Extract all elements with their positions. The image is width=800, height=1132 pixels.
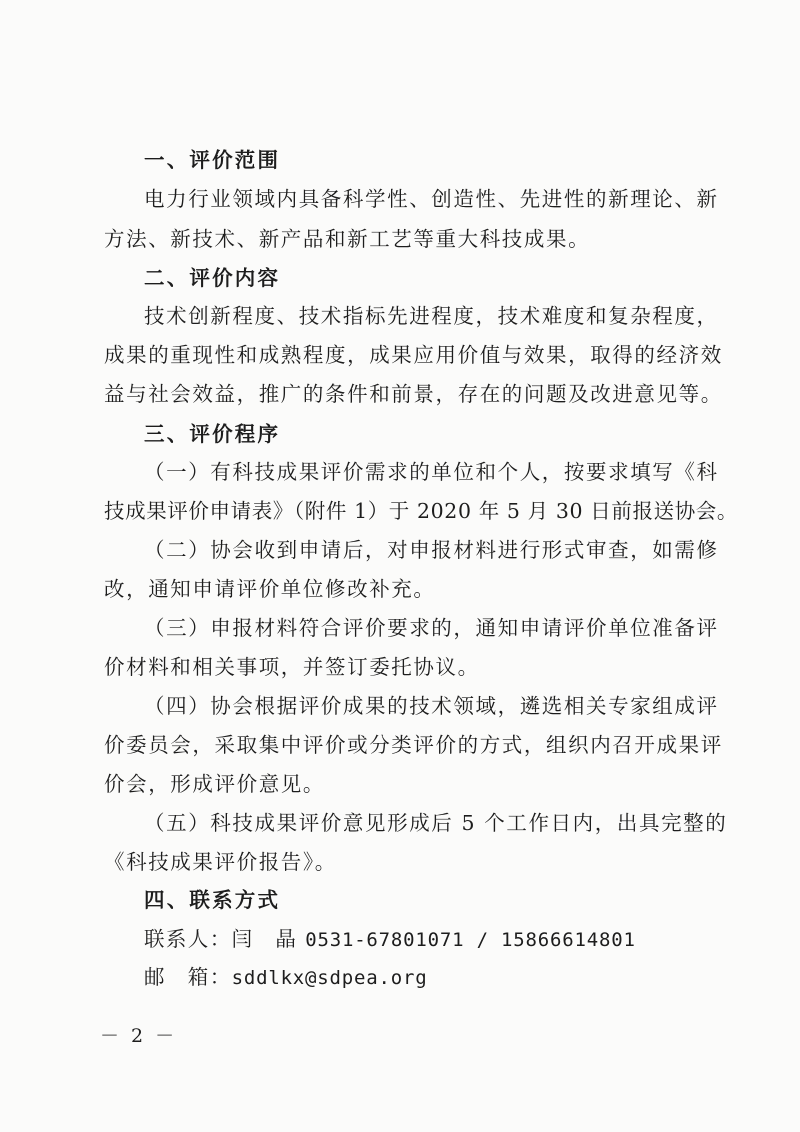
contact-phones: 0531-67801071 / 15866614801 — [305, 929, 636, 951]
step-5-line: 《科技成果评价报告》。 — [104, 850, 337, 874]
step-4-line: 价会，形成评价意见。 — [104, 772, 325, 796]
page-number: － 2 － — [100, 1025, 178, 1047]
step-4-line: （四）协会根据评价成果的技术领域，遴选相关专家组成评 — [144, 694, 719, 718]
step-5-line: （五）科技成果评价意见形成后 5 个工作日内，出具完整的 — [144, 811, 728, 835]
step-3-line: 价材料和相关事项，并签订委托协议。 — [104, 655, 480, 679]
paragraph-line: 方法、新技术、新产品和新工艺等重大科技成果。 — [104, 227, 591, 251]
paragraph-line: 技术创新程度、技术指标先进程度，技术难度和复杂程度， — [144, 304, 719, 328]
section-heading-procedure: 三、评价程序 — [144, 422, 281, 446]
section-heading-contact: 四、联系方式 — [144, 888, 281, 912]
contact-person-name: 闫 晶 — [231, 927, 298, 951]
step-4-line: 价委员会，采取集中评价或分类评价的方式，组织内召开成果评 — [104, 733, 723, 757]
step-1-line: （一）有科技成果评价需求的单位和个人，按要求填写《科 — [144, 460, 719, 484]
paragraph-line: 益与社会效益，推广的条件和前景，存在的问题及改进意见等。 — [104, 382, 723, 406]
section-heading-content: 二、评价内容 — [144, 266, 281, 290]
step-3-line: （三）申报材料符合评价要求的，通知申请评价单位准备评 — [144, 616, 719, 640]
contact-email-row — [144, 963, 744, 992]
paragraph-line: 电力行业领域内具备科学性、创造性、先进性的新理论、新 — [144, 187, 719, 211]
step-2-line: 改，通知申请评价单位修改补充。 — [104, 577, 436, 601]
contact-email-label: 邮 箱： — [144, 965, 232, 989]
step-2-line: （二）协会收到申请后，对申报材料进行形式审查，如需修 — [144, 538, 719, 562]
section-heading-scope: 一、评价范围 — [144, 148, 281, 172]
paragraph-line: 成果的重现性和成熟程度，成果应用价值与效果，取得的经济效 — [104, 343, 723, 367]
contact-email[interactable]: sddlkx@sdpea.org — [231, 967, 428, 989]
contact-person-row — [144, 925, 744, 954]
contact-person-label: 联系人： — [144, 927, 232, 951]
step-1-line: 技成果评价申请表》（附件 1）于 2020 年 5 月 30 日前报送协会。 — [104, 499, 739, 523]
